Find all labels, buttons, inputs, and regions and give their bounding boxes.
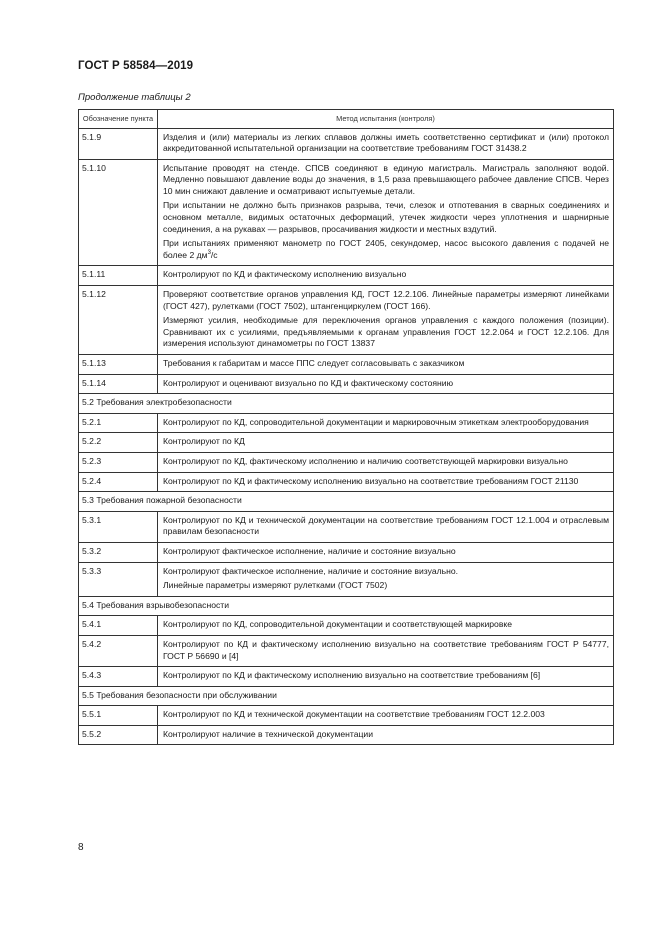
method-cell — [158, 725, 614, 745]
superscript-exponent: 3 — [207, 249, 211, 256]
method-text — [163, 238, 609, 261]
method-text: При испытании не должно быть признаков разрыва, течи, слезок и отпотевания в сварных соединениях и основном металле, видимых остаточных деформаций, утечек жидкости через уплотнения и шарнирные соединения, а на рукавах — разрывов, просачивания жидкости и местных вздутий. — [163, 200, 609, 234]
method-text: Контролируют наличие в технической документации — [163, 728, 374, 739]
table-row — [79, 635, 614, 666]
clause-code: 5.2.4 — [79, 472, 158, 492]
clause-code: 5.1.13 — [79, 355, 158, 375]
table-header-row — [79, 110, 614, 129]
clause-code: 5.4.1 — [79, 616, 158, 636]
clause-code: 5.2.2 — [79, 433, 158, 453]
clause-code: 5.3.2 — [79, 542, 158, 562]
method-text: Испытание проводят на стенде. СПСВ соединяют в единую магистраль. Магистраль заполняют водой. Медленно повышают давление воды до значения, в 1,5 раза превышающего рабочее давление СПСВ. Через 10 мин снижают давление и осматривают испытуемые детали. — [163, 162, 609, 196]
table-row — [79, 667, 614, 687]
method-cell — [158, 616, 614, 636]
method-text: Контролируют и оценивают визуально по КД и фактическому состоянию — [163, 377, 454, 388]
table-row — [79, 542, 614, 562]
method-cell — [158, 413, 614, 433]
method-text: Контролируют фактическое исполнение, наличие и состояние визуально — [163, 545, 456, 556]
table-row — [79, 355, 614, 375]
section-row — [79, 686, 614, 706]
clause-code: 5.1.14 — [79, 374, 158, 394]
method-text: Контролируют по КД — [163, 436, 245, 447]
table-row — [79, 725, 614, 745]
table-row — [79, 159, 614, 266]
method-text: Контролируют по КД и фактическому исполнению визуально на соответствие требованиям ГОСТ Р 54777, ГОСТ Р 56690 и [4] — [163, 638, 609, 661]
page-number: 8 — [78, 842, 84, 853]
method-text-part: /с — [210, 249, 218, 260]
clause-code: 5.3.1 — [79, 511, 158, 542]
method-cell — [158, 542, 614, 562]
method-text: Проверяют соответствие органов управления КД, ГОСТ 12.2.106. Линейные параметры измеряют линейками (ГОСТ 427), рулетками (ГОСТ 7502), штангенциркулем (ГОСТ 166). — [163, 289, 609, 311]
section-row — [79, 394, 614, 414]
clause-code: 5.4.3 — [79, 667, 158, 687]
method-text: Линейные параметры измеряют рулетками (ГОСТ 7502) — [163, 580, 388, 591]
method-cell — [158, 266, 614, 286]
document-header: ГОСТ Р 58584—2019 — [78, 60, 194, 72]
table-row — [79, 472, 614, 492]
method-text: Контролируют фактическое исполнение, наличие и состояние визуально. — [163, 565, 459, 576]
method-cell — [158, 433, 614, 453]
clause-code: 5.2.3 — [79, 452, 158, 472]
method-cell — [158, 562, 614, 596]
section-title: 5.2 Требования электробезопасности — [79, 394, 614, 414]
section-title: 5.5 Требования безопасности при обслуживании — [79, 686, 614, 706]
table-row — [79, 266, 614, 286]
method-cell — [158, 472, 614, 492]
section-title: 5.4 Требования взрывобезопасности — [79, 596, 614, 616]
method-text: Контролируют по КД и фактическому исполнению визуально на соответствие требованиям ГОСТ 21130 — [163, 475, 579, 486]
clause-code: 5.1.11 — [79, 266, 158, 286]
method-text: Контролируют по КД и технической документации на соответствие требованиям ГОСТ 12.1.004 и отраслевым правилам безопасности — [163, 514, 609, 537]
table-row — [79, 706, 614, 726]
section-row — [79, 492, 614, 512]
table-row — [79, 374, 614, 394]
table-continuation-caption: Продолжение таблицы 2 — [78, 92, 191, 103]
method-text: Контролируют по КД и технической документации на соответствие требованиям ГОСТ 12.2.003 — [163, 709, 545, 720]
method-cell — [158, 374, 614, 394]
method-text: Измеряют усилия, необходимые для переключения органов управления с каждого положения (позиции). Сравнивают их с усилиями, предъявляемыми к органам управления ГОСТ 12.2.064 и ГОСТ 12.2.106. Для измерения используют динамометры по ГОСТ 13837 — [163, 315, 609, 349]
table-row — [79, 128, 614, 159]
method-cell — [158, 159, 614, 266]
method-text: Контролируют по КД, фактическому исполнению и наличию соответствующей маркировки визуально — [163, 455, 568, 466]
column-header-clause: Обозначение пункта — [79, 110, 158, 129]
clause-code: 5.5.1 — [79, 706, 158, 726]
method-cell — [158, 355, 614, 375]
section-title: 5.3 Требования пожарной безопасности — [79, 492, 614, 512]
clause-code: 5.5.2 — [79, 725, 158, 745]
clause-code: 5.2.1 — [79, 413, 158, 433]
clause-code: 5.1.12 — [79, 286, 158, 355]
clause-code: 5.4.2 — [79, 635, 158, 666]
method-text: Контролируют по КД, сопроводительной документации и маркировочным этикеткам электрооборудования — [163, 416, 589, 427]
table-row — [79, 562, 614, 596]
method-cell — [158, 452, 614, 472]
table-row — [79, 286, 614, 355]
column-header-method: Метод испытания (контроля) — [158, 110, 614, 129]
method-cell — [158, 667, 614, 687]
method-cell — [158, 286, 614, 355]
method-cell — [158, 635, 614, 666]
method-text: Контролируют по КД, сопроводительной документации и соответствующей маркировке — [163, 619, 513, 630]
method-text-part: При испытаниях применяют манометр по ГОСТ 2405, секундомер, насос высокого давления с подачей не более 2 дм — [163, 238, 609, 260]
table-row — [79, 413, 614, 433]
test-methods-table — [78, 109, 614, 745]
clause-code: 5.1.9 — [79, 128, 158, 159]
method-cell — [158, 128, 614, 159]
method-text: Требования к габаритам и массе ППС следует согласовывать с заказчиком — [163, 358, 465, 368]
section-row — [79, 596, 614, 616]
method-text: Контролируют по КД и фактическому исполнению визуально на соответствие требованиям [6] — [163, 670, 541, 681]
table-row — [79, 433, 614, 453]
method-cell — [158, 706, 614, 726]
method-text: Контролируют по КД и фактическому исполнению визуально — [163, 269, 407, 280]
clause-code: 5.1.10 — [79, 159, 158, 266]
table-row — [79, 452, 614, 472]
clause-code: 5.3.3 — [79, 562, 158, 596]
method-text: Изделия и (или) материалы из легких сплавов должны иметь соответственно сертификат и (или) протокол аккредитованной испытательной организации на соответствие требованиям ГОСТ 31438.2 — [163, 131, 609, 154]
table-row — [79, 511, 614, 542]
method-cell — [158, 511, 614, 542]
table-row — [79, 616, 614, 636]
